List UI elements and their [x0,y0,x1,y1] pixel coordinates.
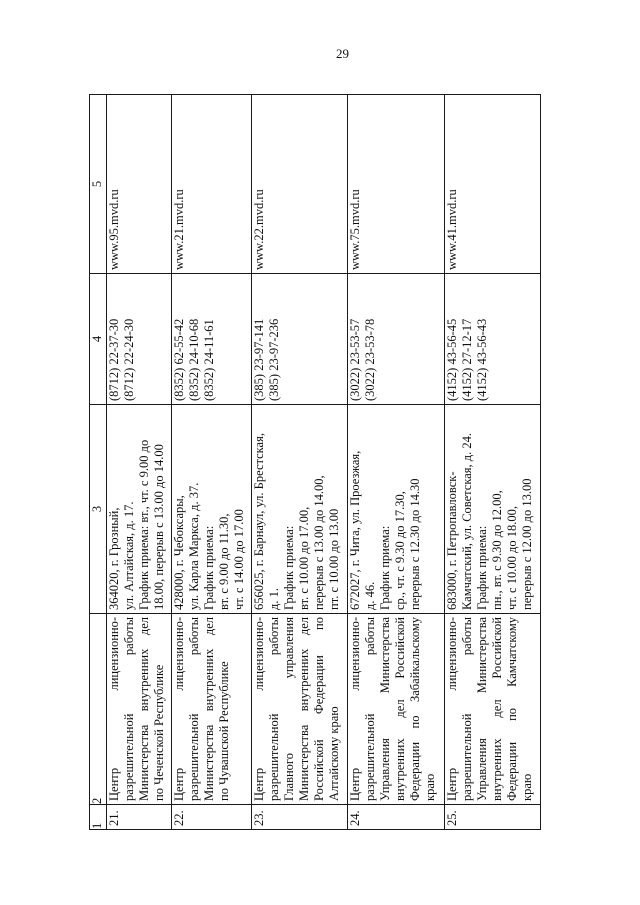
address-schedule [252,405,348,614]
organization-name-line: внутренних дел Российской [489,617,504,801]
organization-name [444,614,540,805]
address-schedule-line: вт. с 10.00 до 17.00, [297,506,311,610]
phone-numbers-line: (8352) 62-55-42 [171,318,186,401]
table-row [252,95,348,830]
website: www.22.mvd.ru [252,95,348,274]
phone-numbers-line: (385) 23-97-141 [252,318,266,401]
header-col-3: 3 [90,405,107,614]
organization-name-line: Алтайскому краю [327,706,341,801]
row-number: 21. [107,805,172,830]
address-schedule-line: График приема: [201,525,216,610]
organization-name [348,614,444,805]
phone-numbers-line: (8712) 22-24-30 [122,318,136,401]
phone-numbers-line: (3022) 23-53-78 [363,318,378,401]
table-row [348,95,444,830]
organization-name-line: разрешительной работы [363,617,378,801]
address-schedule-line: 683000, г. Петропавловск- [444,471,459,610]
table-row [444,95,540,830]
organization-name-line: Управления Министерства [474,617,489,801]
organization-name-line: разрешительной работы [122,617,136,801]
phone-numbers-line: (8352) 24-10-68 [186,318,201,401]
website: www.41.mvd.ru [444,95,540,274]
website: www.95.mvd.ru [107,95,172,274]
address-schedule-line: 656025, г. Барнаул, ул. Брестская, [252,433,266,610]
header-col-1: 1 [90,805,107,830]
organization-name-line: Центр лицензионно- [348,617,363,801]
header-row [90,95,107,830]
organization-name-line: Центр лицензионно- [444,617,459,801]
organization-name-line: Главного управления [282,617,296,801]
address-schedule-line: пн., вт. с 9.30 до 12.00, [489,490,504,610]
row-number: 22. [171,805,251,830]
header-col-2: 2 [90,614,107,805]
phone-numbers-line: (4152) 43-56-45 [444,318,459,401]
address-schedule-line: перерыв с 12.00 до 13.00 [519,478,534,610]
address-schedule-line: перерыв с 12.30 до 14.30 [408,478,423,610]
organization-name-line: по Чеченской Республике [152,664,166,801]
address-schedule-line: чт. с 10.00 до 18.00, [504,506,519,610]
phone-numbers-line: (3022) 23-53-57 [348,318,363,401]
table-body [107,95,541,830]
address-schedule-line: График приема: [474,525,489,610]
table-row [171,95,251,830]
website: www.75.mvd.ru [348,95,444,274]
address-schedule-line: 364020, г. Грозный, [107,507,121,610]
organization-name [107,614,172,805]
address-schedule-line: д. 1. [267,588,281,610]
organization-name-line: Центр лицензионно- [171,617,186,801]
row-number: 24. [348,805,444,830]
address-schedule-line: перерыв с 13.00 до 14.00, [312,475,326,610]
address-schedule-line: 18.00, перерыв с 13.00 до 14.00 [152,444,166,610]
organization-name-line: краю [519,773,534,801]
address-schedule-line: чт. с 14.00 до 17.00 [231,509,246,610]
organization-name-line: внутренних дел Российской [393,617,408,801]
address-schedule-line: 428000, г. Чебоксары, [171,495,186,610]
address-schedule-line: д. 46. [363,581,378,610]
phone-numbers-line: (385) 23-97-236 [267,318,281,401]
address-schedule [444,405,540,614]
address-schedule-line: Камчатский, ул. Советская, д. 24. [459,433,474,610]
header-col-5: 5 [90,95,107,274]
header-col-4: 4 [90,274,107,405]
address-schedule-line: График приема: вт., чт. с 9.00 до [137,439,151,610]
address-schedule-line: ул. Алтайская, д. 17. [122,501,136,610]
phone-numbers [348,274,444,405]
organization-name-line: Министерства внутренних дел [137,617,151,801]
organization-name-line: разрешительной работы [267,617,281,801]
address-schedule-line: пт. с 10.00 до 13.00 [327,508,341,610]
organization-name-line: Федерации по Камчатскому [504,617,519,801]
phone-numbers-line: (4152) 43-56-43 [474,318,489,401]
rotated-table-container [89,100,541,830]
address-schedule-line: 672027, г. Чита, ул. Проезжая, [348,450,363,610]
organization-name [171,614,251,805]
address-schedule-line: вт. с 9.00 до 11.30, [216,513,231,610]
address-schedule [171,405,251,614]
phone-numbers [107,274,172,405]
organization-name-line: Управления Министерства [378,617,393,801]
phone-numbers [171,274,251,405]
address-schedule-line: График приема: [282,525,296,610]
row-number: 23. [252,805,348,830]
organization-name-line: краю [423,773,438,801]
phone-numbers-line: (4152) 27-12-17 [459,318,474,401]
organization-name-line: Федерации по Забайкальскому [408,617,423,801]
address-schedule [107,405,172,614]
organization-name-line: Центр лицензионно- [107,617,121,801]
organization-name-line: по Чувашской Республике [216,661,231,801]
phone-numbers [444,274,540,405]
website: www.21.mvd.ru [171,95,251,274]
organization-name-line: Министерства внутренних дел [201,617,216,801]
organization-name [252,614,348,805]
licensing-centers-table [89,94,541,830]
organization-name-line: Российской Федерации по [312,617,326,801]
organization-name-line: Центр лицензионно- [252,617,266,801]
phone-numbers [252,274,348,405]
address-schedule-line: ул. Карла Маркса, д. 37. [186,482,201,610]
organization-name-line: разрешительной работы [459,617,474,801]
organization-name-line: разрешительной работы [186,617,201,801]
address-schedule-line: График приема: [378,525,393,610]
address-schedule-line: ср., чт. с 9.30 до 17.30, [393,491,408,610]
page-number: 29 [336,46,349,61]
organization-name-line: Министерства внутренних дел [297,617,311,801]
row-number: 25. [444,805,540,830]
address-schedule [348,405,444,614]
phone-numbers-line: (8712) 22-37-30 [107,318,121,401]
table-row [107,95,172,830]
phone-numbers-line: (8352) 24-11-61 [201,319,216,401]
